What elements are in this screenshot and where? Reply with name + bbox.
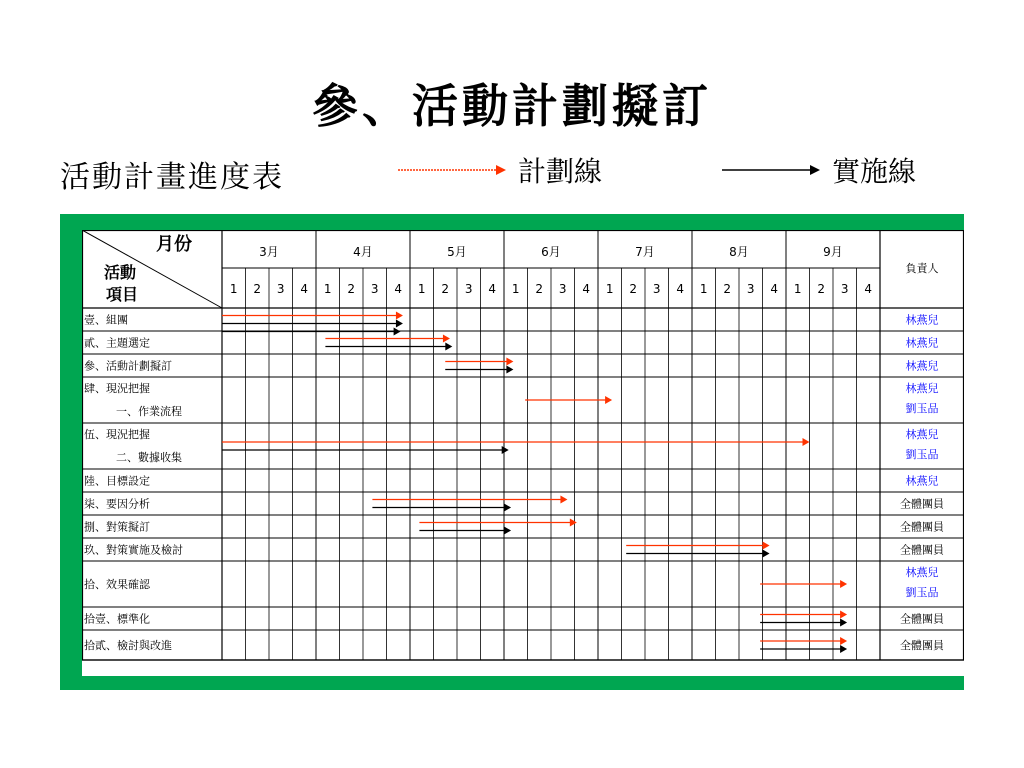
header-week: 3 — [652, 282, 661, 296]
activity-label: 壹、組團 — [84, 313, 128, 327]
actual-arrow-head — [763, 550, 770, 558]
activity-label: 拾、效果確認 — [84, 578, 150, 591]
plan-arrow-head — [840, 580, 847, 588]
owner-name: 林燕兒 — [905, 474, 939, 488]
owner-name: 劉玉品 — [905, 448, 939, 461]
legend-actual — [722, 150, 916, 190]
owner-name: 林燕兒 — [905, 359, 939, 373]
header-week: 1 — [699, 282, 708, 296]
plan-arrow-head — [605, 396, 612, 404]
activity-sublabel: 一、作業流程 — [116, 405, 182, 418]
actual-arrow-head — [504, 527, 511, 535]
header-week: 4 — [394, 282, 403, 296]
actual-arrow-head — [445, 343, 452, 351]
header-item-label-2: 項目 — [105, 285, 139, 304]
owner-name: 全體團員 — [900, 520, 944, 534]
actual-arrow-head — [840, 619, 847, 627]
header-week: 4 — [676, 282, 685, 296]
owner-name: 林燕兒 — [905, 382, 939, 395]
plan-arrow-head — [840, 637, 847, 645]
header-week: 1 — [229, 282, 238, 296]
header-week: 2 — [817, 282, 826, 296]
owner-name: 林燕兒 — [905, 428, 939, 441]
header-week: 3 — [558, 282, 567, 296]
header-week: 1 — [511, 282, 520, 296]
activity-label: 拾壹、標準化 — [84, 612, 150, 626]
header-week: 3 — [464, 282, 473, 296]
header-month: 5月 — [447, 245, 467, 259]
header-month: 7月 — [635, 245, 655, 259]
activity-sublabel: 二、數據收集 — [116, 451, 182, 464]
activity-label: 捌、對策擬訂 — [84, 520, 150, 534]
activity-label: 貳、主題選定 — [84, 336, 150, 350]
owner-name: 全體團員 — [900, 639, 944, 652]
activity-label: 玖、對策實施及檢討 — [84, 543, 183, 557]
actual-arrow-head — [840, 645, 847, 653]
header-month: 9月 — [823, 245, 843, 259]
legend-actual-label: 實施線 — [832, 155, 917, 188]
header-week: 2 — [347, 282, 356, 296]
actual-arrow-head — [502, 446, 509, 454]
activity-label: 參、活動計劃擬訂 — [84, 359, 172, 373]
header-week: 2 — [253, 282, 262, 296]
header-week: 1 — [417, 282, 426, 296]
header-month: 3月 — [259, 245, 279, 259]
header-month: 6月 — [541, 245, 561, 259]
header-week: 1 — [323, 282, 332, 296]
activity-label: 肆、現況把握 — [84, 382, 150, 395]
schedule-subtitle: 活動計畫進度表 — [60, 160, 284, 195]
actual-arrow-head — [506, 366, 513, 374]
owner-name: 劉玉品 — [905, 402, 939, 415]
header-week: 3 — [370, 282, 379, 296]
header-week: 3 — [840, 282, 849, 296]
header-month: 4月 — [353, 245, 373, 259]
plan-arrow-head — [396, 312, 403, 320]
actual-line-icon — [722, 160, 822, 180]
header-week: 4 — [300, 282, 309, 296]
activity-label: 陸、目標設定 — [84, 474, 150, 488]
plan-arrow-head — [840, 611, 847, 619]
activity-label: 柒、要因分析 — [84, 497, 150, 511]
plan-arrow-head — [506, 358, 513, 366]
header-week: 3 — [276, 282, 285, 296]
plan-arrow-head — [763, 542, 770, 550]
header-week: 1 — [793, 282, 802, 296]
legend-plan — [398, 150, 602, 190]
header-month-label: 月份 — [156, 234, 192, 255]
actual-arrow-head — [394, 328, 401, 336]
header-month: 8月 — [729, 245, 749, 259]
actual-arrow-head — [504, 504, 511, 512]
plan-arrow-head — [443, 335, 450, 343]
owner-name: 全體團員 — [900, 612, 944, 626]
header-week: 4 — [770, 282, 779, 296]
header-week: 3 — [746, 282, 755, 296]
gantt-chart — [82, 230, 964, 676]
header-week: 2 — [723, 282, 732, 296]
owner-name: 林燕兒 — [905, 336, 939, 350]
header-week: 4 — [582, 282, 591, 296]
plan-arrow-head — [570, 519, 577, 527]
header-week: 2 — [441, 282, 450, 296]
plan-arrow-head — [560, 496, 567, 504]
plan-arrow-head — [803, 438, 810, 446]
activity-label: 伍、現況把握 — [84, 428, 150, 441]
owner-name: 林燕兒 — [905, 313, 939, 327]
actual-arrow-head — [396, 320, 403, 328]
activity-label: 拾貳、檢討與改進 — [84, 639, 172, 652]
page-title: 參、活動計劃擬訂 — [312, 79, 712, 133]
header-owner-label: 負責人 — [905, 262, 939, 275]
owner-name: 全體團員 — [900, 497, 944, 511]
header-item-label-1: 活動 — [103, 263, 137, 282]
header-week: 4 — [488, 282, 497, 296]
plan-line-icon — [398, 160, 508, 180]
header-week: 4 — [864, 282, 873, 296]
table-border — [83, 231, 964, 661]
header-week: 2 — [535, 282, 544, 296]
owner-name: 劉玉品 — [905, 586, 939, 599]
owner-name: 全體團員 — [900, 543, 944, 557]
owner-name: 林燕兒 — [905, 566, 939, 579]
header-week: 2 — [629, 282, 638, 296]
header-week: 1 — [605, 282, 614, 296]
legend-plan-label: 計劃線 — [518, 155, 603, 188]
